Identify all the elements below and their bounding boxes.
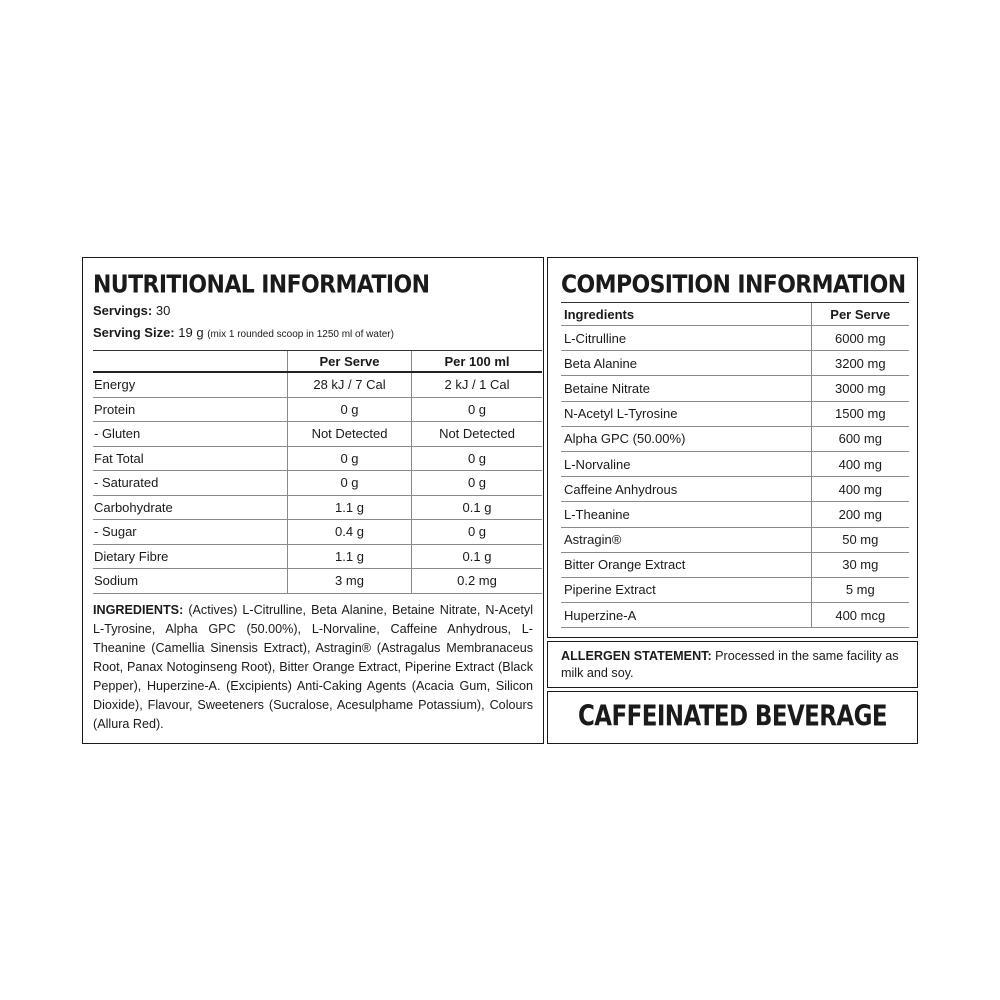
nutrition-header-row xyxy=(93,351,542,373)
composition-heading: COMPOSITION INFORMATION xyxy=(561,271,906,299)
nutrition-table xyxy=(93,350,542,594)
ingredient-name: Piperine Extract xyxy=(561,577,811,602)
ingredient-amount: 50 mg xyxy=(811,527,909,552)
ingredient-amount: 200 mg xyxy=(811,502,909,527)
ingredient-name: Beta Alanine xyxy=(561,351,811,376)
ingredient-name: Betaine Nitrate xyxy=(561,376,811,401)
servings-value: 30 xyxy=(155,303,171,318)
per-100ml-value: 0.1 g xyxy=(412,544,543,569)
composition-row xyxy=(561,401,909,426)
nutrition-row xyxy=(93,471,542,496)
nutrition-row xyxy=(93,569,542,594)
composition-row xyxy=(561,527,909,552)
ingredient-amount: 600 mg xyxy=(811,426,909,451)
composition-row xyxy=(561,577,909,602)
nutrition-row xyxy=(93,520,542,545)
per-100ml-value: 0.1 g xyxy=(412,495,543,520)
nutrition-row xyxy=(93,397,542,422)
nutrition-col-per-100ml: Per 100 ml xyxy=(412,351,543,373)
composition-row xyxy=(561,351,909,376)
composition-header-row xyxy=(561,303,909,326)
nutrition-row xyxy=(93,544,542,569)
ingredient-name: Bitter Orange Extract xyxy=(561,552,811,577)
composition-col-per-serve: Per Serve xyxy=(811,303,909,326)
per-100ml-value: 0 g xyxy=(412,446,543,471)
per-100ml-value: 2 kJ / 1 Cal xyxy=(412,372,543,397)
per-serve-value: 0 g xyxy=(288,397,412,422)
composition-row xyxy=(561,326,909,351)
nutrition-row xyxy=(93,495,542,520)
nutrition-row xyxy=(93,446,542,471)
per-100ml-value: 0 g xyxy=(412,397,543,422)
serving-size-value: 19 g xyxy=(178,325,204,340)
per-100ml-value: Not Detected xyxy=(412,422,543,447)
allergen-text: Processed in the same facility as milk and soy. xyxy=(561,649,899,680)
nutrition-col-nutrient xyxy=(93,351,288,373)
nutrient-name: - Sugar xyxy=(93,520,288,545)
ingredient-name: L-Theanine xyxy=(561,502,811,527)
nutrition-panel xyxy=(82,257,544,744)
nutrient-name: Sodium xyxy=(93,569,288,594)
per-100ml-value: 0.2 mg xyxy=(412,569,543,594)
composition-table xyxy=(561,302,909,628)
nutrition-row xyxy=(93,372,542,397)
nutrient-name: Dietary Fibre xyxy=(93,544,288,569)
ingredient-amount: 3200 mg xyxy=(811,351,909,376)
composition-row xyxy=(561,376,909,401)
ingredients-list: (Actives) L-Citrulline, Beta Alanine, Betaine Nitrate, N-Acetyl L-Tyrosine, Alpha GPC (50.00%), L-Norvaline, Caffeine Anhydrous, L-Theanine (Camellia Sinensis Extract), Astragin® (Astragalus Membranaceus Root, Panax Notoginseng Root), Bitter Orange Extract, Piperine Extract (Black Pepper), Huperzine-A. (Excipients) Anti-Caking Agents (Acacia Gum, Silicon Dioxide), Flavour, Sweeteners (Sucralose, Acesulphame Potassium), Colours (Allura Red). xyxy=(93,603,533,731)
nutrient-name: Protein xyxy=(93,397,288,422)
per-serve-value: 1.1 g xyxy=(288,495,412,520)
per-serve-value: 1.1 g xyxy=(288,544,412,569)
ingredient-amount: 30 mg xyxy=(811,552,909,577)
per-serve-value: 28 kJ / 7 Cal xyxy=(288,372,412,397)
ingredients-label: INGREDIENTS: xyxy=(93,603,184,617)
ingredient-amount: 6000 mg xyxy=(811,326,909,351)
ingredient-amount: 400 mg xyxy=(811,477,909,502)
composition-row xyxy=(561,502,909,527)
beverage-panel xyxy=(547,691,918,744)
nutrition-row xyxy=(93,422,542,447)
allergen-label: ALLERGEN STATEMENT: xyxy=(561,649,712,663)
per-100ml-value: 0 g xyxy=(412,520,543,545)
serving-size-note: (mix 1 rounded scoop in 1250 ml of water) xyxy=(207,329,394,340)
ingredient-amount: 400 mg xyxy=(811,451,909,476)
allergen-panel xyxy=(547,641,918,688)
servings-line xyxy=(93,303,170,318)
nutrient-name: Carbohydrate xyxy=(93,495,288,520)
allergen-statement xyxy=(561,648,907,682)
nutrition-heading: NUTRITIONAL INFORMATION xyxy=(93,271,430,299)
ingredient-name: Alpha GPC (50.00%) xyxy=(561,426,811,451)
ingredient-amount: 400 mcg xyxy=(811,603,909,628)
nutrient-name: Fat Total xyxy=(93,446,288,471)
composition-panel xyxy=(547,257,918,638)
ingredient-amount: 3000 mg xyxy=(811,376,909,401)
servings-label: Servings: xyxy=(93,303,153,318)
ingredient-name: L-Citrulline xyxy=(561,326,811,351)
nutrition-col-per-serve: Per Serve xyxy=(288,351,412,373)
per-serve-value: 0 g xyxy=(288,446,412,471)
composition-row xyxy=(561,426,909,451)
nutrient-name: Energy xyxy=(93,372,288,397)
ingredient-name: Caffeine Anhydrous xyxy=(561,477,811,502)
nutrient-name: - Gluten xyxy=(93,422,288,447)
per-serve-value: 3 mg xyxy=(288,569,412,594)
ingredient-name: L-Norvaline xyxy=(561,451,811,476)
composition-row xyxy=(561,552,909,577)
ingredient-name: Huperzine-A xyxy=(561,603,811,628)
per-100ml-value: 0 g xyxy=(412,471,543,496)
composition-row xyxy=(561,451,909,476)
per-serve-value: Not Detected xyxy=(288,422,412,447)
ingredient-name: N-Acetyl L-Tyrosine xyxy=(561,401,811,426)
nutrient-name: - Saturated xyxy=(93,471,288,496)
composition-col-ingredient: Ingredients xyxy=(561,303,811,326)
ingredient-amount: 5 mg xyxy=(811,577,909,602)
composition-row xyxy=(561,477,909,502)
composition-row xyxy=(561,603,909,628)
ingredients-statement xyxy=(93,601,533,734)
caffeinated-beverage-title: CAFFEINATED BEVERAGE xyxy=(578,701,887,733)
ingredient-amount: 1500 mg xyxy=(811,401,909,426)
per-serve-value: 0.4 g xyxy=(288,520,412,545)
serving-size-label: Serving Size: xyxy=(93,325,175,340)
serving-size-line xyxy=(93,325,394,340)
ingredient-name: Astragin® xyxy=(561,527,811,552)
per-serve-value: 0 g xyxy=(288,471,412,496)
